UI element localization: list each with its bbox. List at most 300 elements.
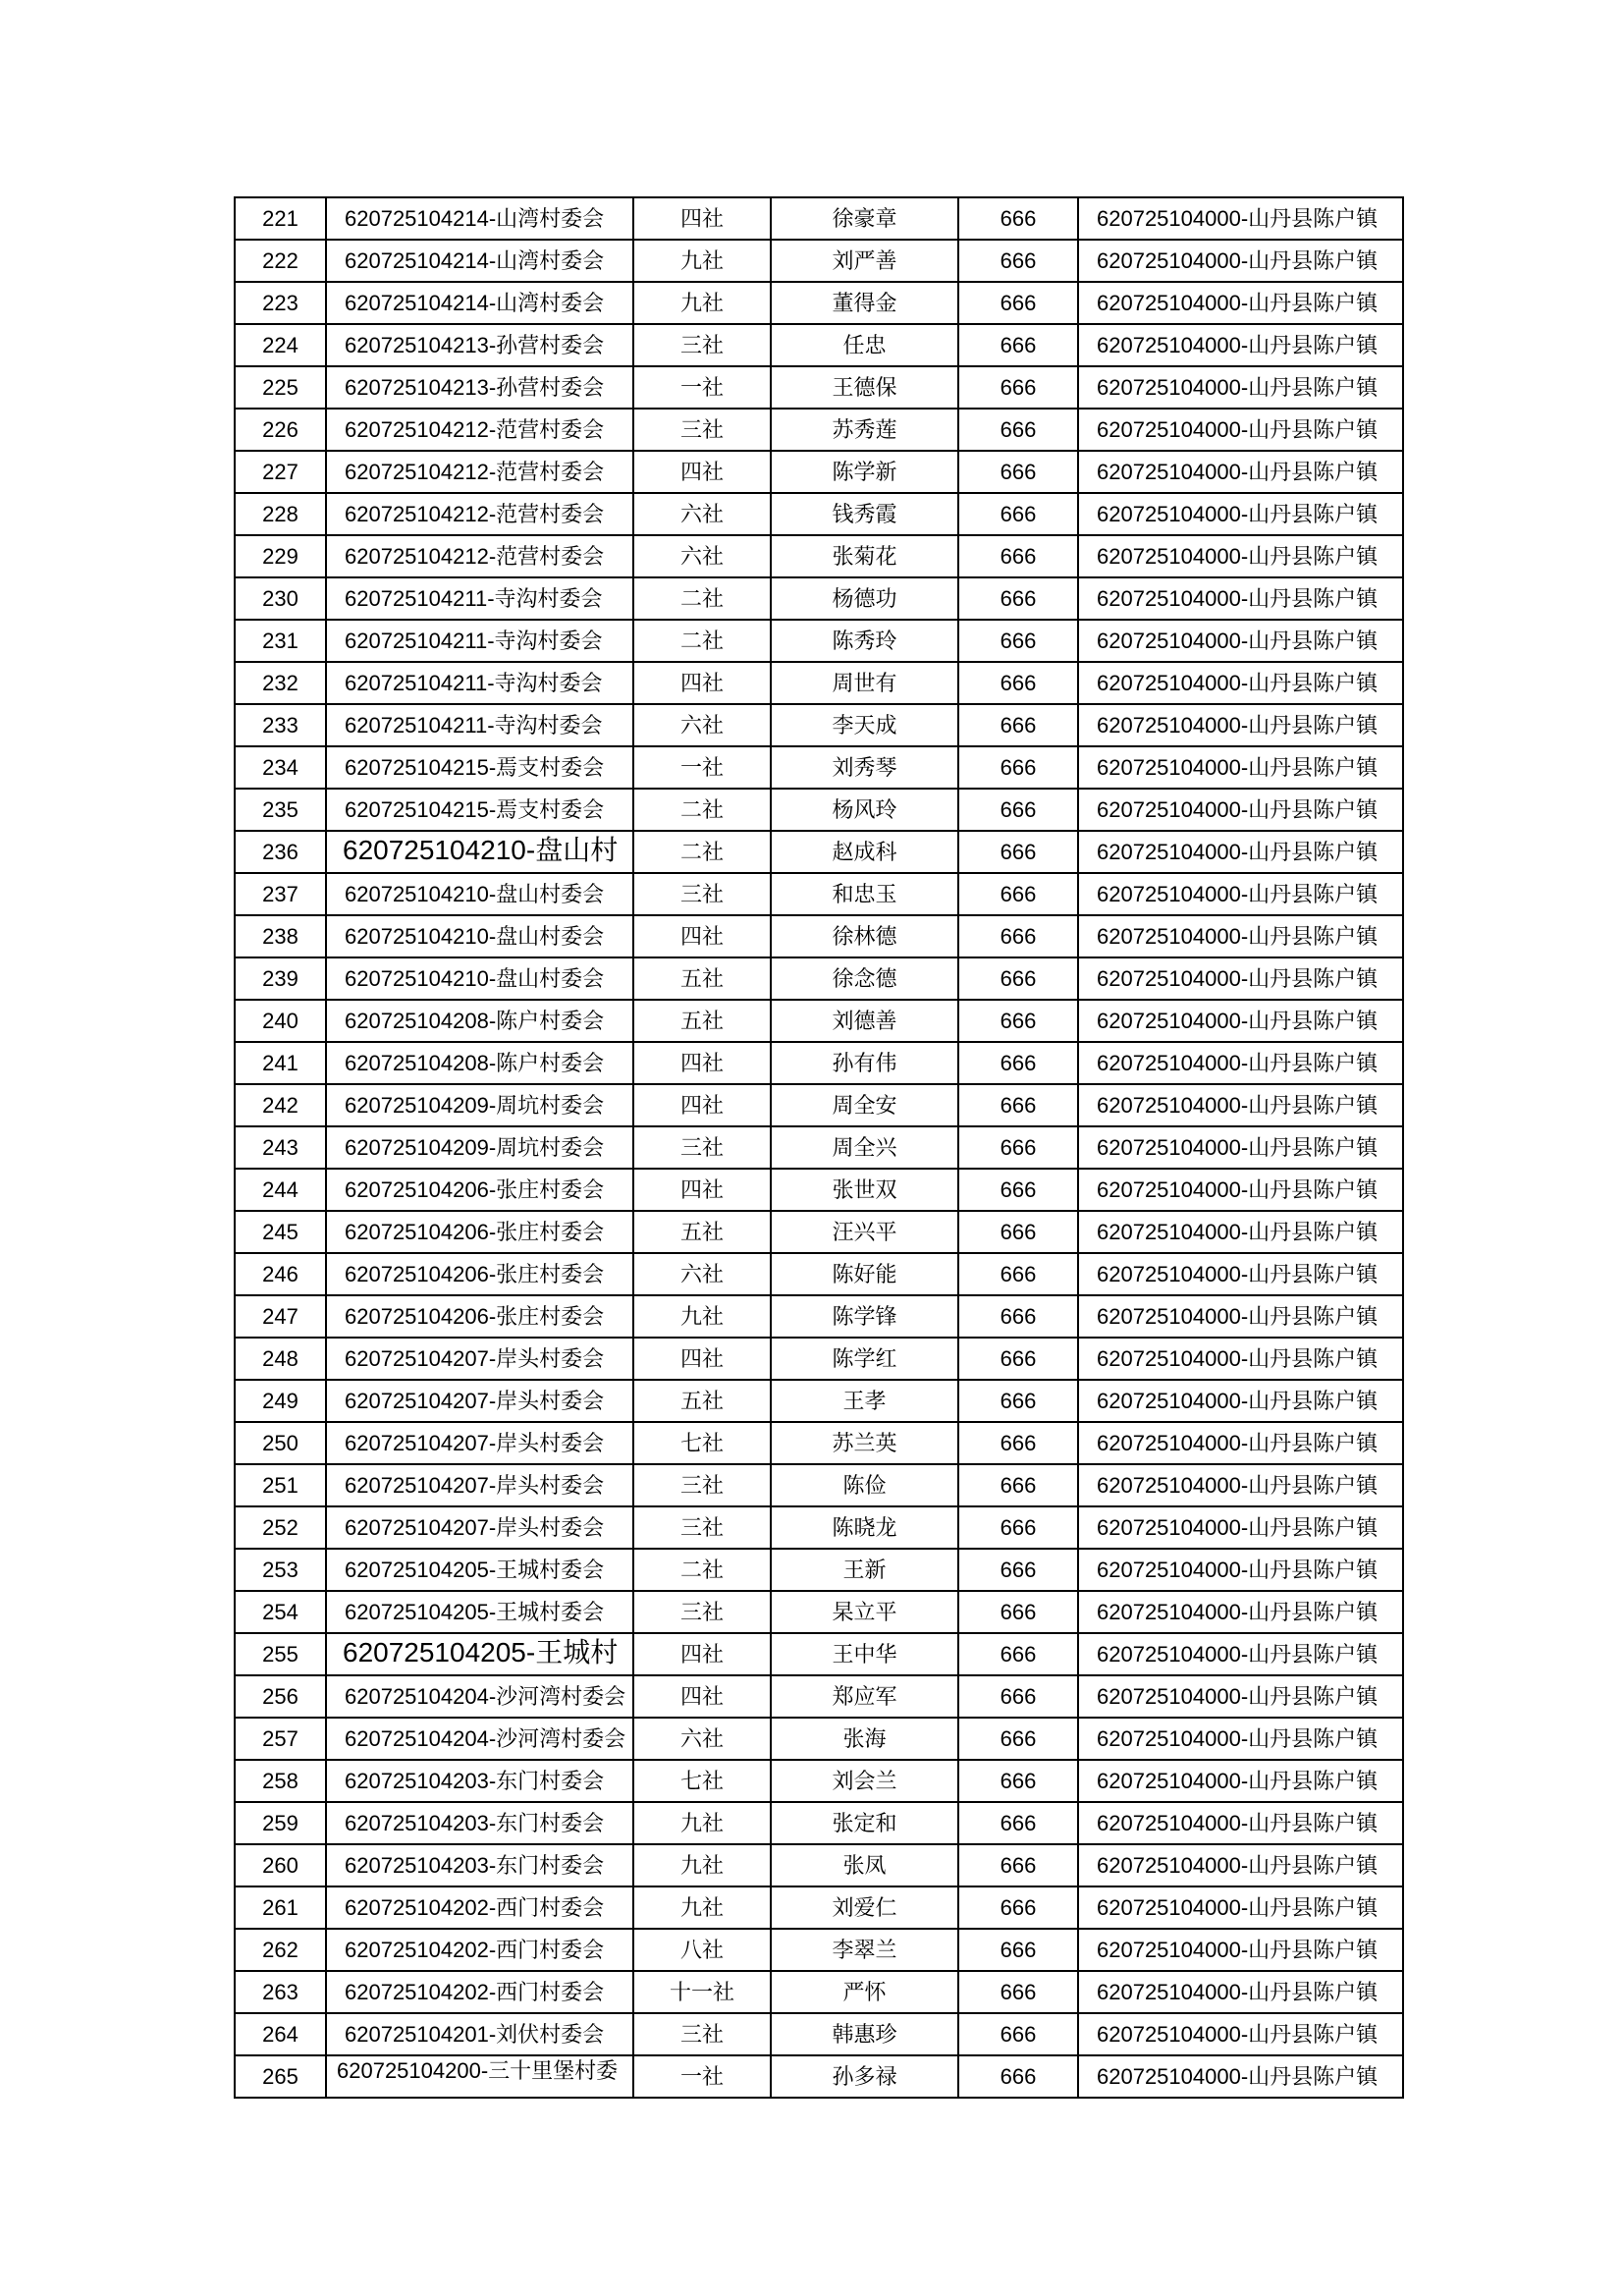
- code-cell: 666: [958, 1929, 1078, 1971]
- village-committee-cell: 620725104212-范营村委会: [326, 409, 633, 451]
- village-committee-cell: 620725104207-岸头村委会: [326, 1422, 633, 1464]
- group-cell: 四社: [633, 915, 771, 957]
- person-name-cell: 陈学新: [771, 451, 958, 493]
- row-number-cell: 227: [235, 451, 326, 493]
- row-number-cell: 259: [235, 1802, 326, 1844]
- row-number-cell: 226: [235, 409, 326, 451]
- row-number-cell: 221: [235, 197, 326, 240]
- person-name-cell: 苏兰英: [771, 1422, 958, 1464]
- table-body: [235, 197, 1403, 2098]
- person-name-cell: 刘爱仁: [771, 1886, 958, 1929]
- town-cell: 620725104000-山丹县陈户镇: [1078, 451, 1403, 493]
- village-committee-cell: 620725104210-盘山村委会: [326, 957, 633, 1000]
- group-cell: 九社: [633, 282, 771, 324]
- row-number-cell: 265: [235, 2055, 326, 2098]
- village-committee-cell: 620725104208-陈户村委会: [326, 1042, 633, 1084]
- table-row: [235, 789, 1403, 831]
- row-number-cell: 243: [235, 1126, 326, 1169]
- table-row: [235, 577, 1403, 620]
- table-row: [235, 1084, 1403, 1126]
- group-cell: 五社: [633, 1380, 771, 1422]
- person-name-cell: 李天成: [771, 704, 958, 746]
- row-number-cell: 222: [235, 240, 326, 282]
- group-cell: 四社: [633, 1169, 771, 1211]
- code-cell: 666: [958, 1506, 1078, 1549]
- code-cell: 666: [958, 1422, 1078, 1464]
- person-name-cell: 刘严善: [771, 240, 958, 282]
- code-cell: 666: [958, 324, 1078, 366]
- person-name-cell: 苏秀莲: [771, 409, 958, 451]
- table-row: [235, 1591, 1403, 1633]
- row-number-cell: 247: [235, 1295, 326, 1338]
- group-cell: 八社: [633, 1929, 771, 1971]
- person-name-cell: 杨德功: [771, 577, 958, 620]
- code-cell: 666: [958, 1844, 1078, 1886]
- row-number-cell: 229: [235, 535, 326, 577]
- group-cell: 二社: [633, 831, 771, 873]
- code-cell: 666: [958, 1633, 1078, 1675]
- row-number-cell: 240: [235, 1000, 326, 1042]
- table-row: [235, 746, 1403, 789]
- code-cell: 666: [958, 1886, 1078, 1929]
- row-number-cell: 254: [235, 1591, 326, 1633]
- town-cell: 620725104000-山丹县陈户镇: [1078, 366, 1403, 409]
- code-cell: 666: [958, 535, 1078, 577]
- code-cell: 666: [958, 1169, 1078, 1211]
- town-cell: 620725104000-山丹县陈户镇: [1078, 2055, 1403, 2098]
- table-row: [235, 1380, 1403, 1422]
- table-row: [235, 915, 1403, 957]
- village-committee-cell: 620725104214-山湾村委会: [326, 282, 633, 324]
- town-cell: 620725104000-山丹县陈户镇: [1078, 1253, 1403, 1295]
- code-cell: 666: [958, 1971, 1078, 2013]
- table-row: [235, 2055, 1403, 2098]
- table-row: [235, 409, 1403, 451]
- code-cell: 666: [958, 704, 1078, 746]
- row-number-cell: 248: [235, 1338, 326, 1380]
- village-committee-cell: 620725104205-王城村委会: [326, 1549, 633, 1591]
- village-committee-cell: 620725104207-岸头村委会: [326, 1338, 633, 1380]
- village-committee-cell: 620725104200-三十里堡村委: [326, 2055, 633, 2098]
- group-cell: 三社: [633, 1464, 771, 1506]
- town-cell: 620725104000-山丹县陈户镇: [1078, 1126, 1403, 1169]
- village-committee-cell: 620725104210-盘山村委会: [326, 873, 633, 915]
- row-number-cell: 241: [235, 1042, 326, 1084]
- town-cell: 620725104000-山丹县陈户镇: [1078, 831, 1403, 873]
- group-cell: 三社: [633, 1126, 771, 1169]
- town-cell: 620725104000-山丹县陈户镇: [1078, 620, 1403, 662]
- town-cell: 620725104000-山丹县陈户镇: [1078, 789, 1403, 831]
- code-cell: 666: [958, 1000, 1078, 1042]
- row-number-cell: 242: [235, 1084, 326, 1126]
- table-row: [235, 704, 1403, 746]
- village-committee-cell: 620725104212-范营村委会: [326, 535, 633, 577]
- village-committee-cell: 620725104210-盘山村委会: [326, 915, 633, 957]
- town-cell: 620725104000-山丹县陈户镇: [1078, 1718, 1403, 1760]
- row-number-cell: 245: [235, 1211, 326, 1253]
- row-number-cell: 264: [235, 2013, 326, 2055]
- row-number-cell: 244: [235, 1169, 326, 1211]
- group-cell: 一社: [633, 366, 771, 409]
- row-number-cell: 253: [235, 1549, 326, 1591]
- row-number-cell: 224: [235, 324, 326, 366]
- row-number-cell: 236: [235, 831, 326, 873]
- town-cell: 620725104000-山丹县陈户镇: [1078, 1886, 1403, 1929]
- row-number-cell: 237: [235, 873, 326, 915]
- person-name-cell: 钱秀霞: [771, 493, 958, 535]
- town-cell: 620725104000-山丹县陈户镇: [1078, 915, 1403, 957]
- person-name-cell: 严怀: [771, 1971, 958, 2013]
- table-row: [235, 1169, 1403, 1211]
- town-cell: 620725104000-山丹县陈户镇: [1078, 1169, 1403, 1211]
- person-name-cell: 王新: [771, 1549, 958, 1591]
- person-name-cell: 陈好能: [771, 1253, 958, 1295]
- village-committee-cell: 620725104201-刘伏村委会: [326, 2013, 633, 2055]
- data-table: [234, 196, 1404, 2099]
- table-row: [235, 1844, 1403, 1886]
- town-cell: 620725104000-山丹县陈户镇: [1078, 1971, 1403, 2013]
- village-committee-cell: 620725104211-寺沟村委会: [326, 577, 633, 620]
- village-committee-cell: 620725104202-西门村委会: [326, 1886, 633, 1929]
- code-cell: 666: [958, 2055, 1078, 2098]
- town-cell: 620725104000-山丹县陈户镇: [1078, 1675, 1403, 1718]
- person-name-cell: 徐林德: [771, 915, 958, 957]
- table-row: [235, 451, 1403, 493]
- group-cell: 四社: [633, 662, 771, 704]
- code-cell: 666: [958, 1549, 1078, 1591]
- group-cell: 三社: [633, 1506, 771, 1549]
- town-cell: 620725104000-山丹县陈户镇: [1078, 1042, 1403, 1084]
- group-cell: 三社: [633, 873, 771, 915]
- code-cell: 666: [958, 620, 1078, 662]
- code-cell: 666: [958, 1802, 1078, 1844]
- person-name-cell: 刘秀琴: [771, 746, 958, 789]
- village-committee-cell: 620725104205-王城村委会: [326, 1591, 633, 1633]
- town-cell: 620725104000-山丹县陈户镇: [1078, 1380, 1403, 1422]
- village-committee-cell: 620725104206-张庄村委会: [326, 1169, 633, 1211]
- table-row: [235, 1338, 1403, 1380]
- table-row: [235, 197, 1403, 240]
- code-cell: 666: [958, 873, 1078, 915]
- town-cell: 620725104000-山丹县陈户镇: [1078, 1591, 1403, 1633]
- table-row: [235, 873, 1403, 915]
- row-number-cell: 262: [235, 1929, 326, 1971]
- table-row: [235, 1506, 1403, 1549]
- person-name-cell: 杲立平: [771, 1591, 958, 1633]
- group-cell: 四社: [633, 1633, 771, 1675]
- village-committee-cell: 620725104202-西门村委会: [326, 1929, 633, 1971]
- person-name-cell: 郑应军: [771, 1675, 958, 1718]
- person-name-cell: 张凤: [771, 1844, 958, 1886]
- village-committee-cell: 620725104209-周坑村委会: [326, 1084, 633, 1126]
- row-number-cell: 230: [235, 577, 326, 620]
- row-number-cell: 256: [235, 1675, 326, 1718]
- group-cell: 九社: [633, 1802, 771, 1844]
- group-cell: 三社: [633, 324, 771, 366]
- row-number-cell: 231: [235, 620, 326, 662]
- person-name-cell: 王中华: [771, 1633, 958, 1675]
- code-cell: 666: [958, 831, 1078, 873]
- person-name-cell: 徐念德: [771, 957, 958, 1000]
- row-number-cell: 251: [235, 1464, 326, 1506]
- village-committee-cell: 620725104213-孙营村委会: [326, 366, 633, 409]
- table-row: [235, 1000, 1403, 1042]
- table-row: [235, 662, 1403, 704]
- town-cell: 620725104000-山丹县陈户镇: [1078, 409, 1403, 451]
- town-cell: 620725104000-山丹县陈户镇: [1078, 1760, 1403, 1802]
- group-cell: 六社: [633, 704, 771, 746]
- person-name-cell: 汪兴平: [771, 1211, 958, 1253]
- code-cell: 666: [958, 451, 1078, 493]
- row-number-cell: 250: [235, 1422, 326, 1464]
- code-cell: 666: [958, 746, 1078, 789]
- table-row: [235, 620, 1403, 662]
- table-row: [235, 1886, 1403, 1929]
- table-row: [235, 240, 1403, 282]
- town-cell: 620725104000-山丹县陈户镇: [1078, 873, 1403, 915]
- group-cell: 七社: [633, 1760, 771, 1802]
- table-row: [235, 1211, 1403, 1253]
- group-cell: 三社: [633, 2013, 771, 2055]
- row-number-cell: 263: [235, 1971, 326, 2013]
- person-name-cell: 陈晓龙: [771, 1506, 958, 1549]
- table-row: [235, 1126, 1403, 1169]
- table-row: [235, 2013, 1403, 2055]
- person-name-cell: 杨风玲: [771, 789, 958, 831]
- row-number-cell: 234: [235, 746, 326, 789]
- row-number-cell: 260: [235, 1844, 326, 1886]
- town-cell: 620725104000-山丹县陈户镇: [1078, 577, 1403, 620]
- town-cell: 620725104000-山丹县陈户镇: [1078, 1000, 1403, 1042]
- group-cell: 九社: [633, 1844, 771, 1886]
- group-cell: 三社: [633, 1591, 771, 1633]
- table-row: [235, 1760, 1403, 1802]
- town-cell: 620725104000-山丹县陈户镇: [1078, 1295, 1403, 1338]
- person-name-cell: 张定和: [771, 1802, 958, 1844]
- row-number-cell: 233: [235, 704, 326, 746]
- group-cell: 四社: [633, 197, 771, 240]
- person-name-cell: 刘会兰: [771, 1760, 958, 1802]
- group-cell: 四社: [633, 1084, 771, 1126]
- table-row: [235, 535, 1403, 577]
- village-committee-cell: 620725104209-周坑村委会: [326, 1126, 633, 1169]
- village-committee-cell: 620725104206-张庄村委会: [326, 1295, 633, 1338]
- code-cell: 666: [958, 1380, 1078, 1422]
- code-cell: 666: [958, 915, 1078, 957]
- code-cell: 666: [958, 1464, 1078, 1506]
- village-committee-cell: 620725104212-范营村委会: [326, 451, 633, 493]
- row-number-cell: 252: [235, 1506, 326, 1549]
- person-name-cell: 韩惠珍: [771, 2013, 958, 2055]
- village-committee-cell: 620725104212-范营村委会: [326, 493, 633, 535]
- code-cell: 666: [958, 1591, 1078, 1633]
- code-cell: 666: [958, 409, 1078, 451]
- code-cell: 666: [958, 577, 1078, 620]
- village-committee-cell: 620725104204-沙河湾村委会: [326, 1675, 633, 1718]
- code-cell: 666: [958, 957, 1078, 1000]
- table-row: [235, 324, 1403, 366]
- person-name-cell: 陈学红: [771, 1338, 958, 1380]
- group-cell: 五社: [633, 957, 771, 1000]
- row-number-cell: 232: [235, 662, 326, 704]
- village-committee-cell: 620725104205-王城村: [326, 1633, 633, 1675]
- row-number-cell: 258: [235, 1760, 326, 1802]
- group-cell: 二社: [633, 1549, 771, 1591]
- group-cell: 二社: [633, 789, 771, 831]
- code-cell: 666: [958, 662, 1078, 704]
- code-cell: 666: [958, 2013, 1078, 2055]
- village-committee-cell: 620725104211-寺沟村委会: [326, 704, 633, 746]
- person-name-cell: 孙多禄: [771, 2055, 958, 2098]
- code-cell: 666: [958, 1211, 1078, 1253]
- village-committee-cell: 620725104210-盘山村: [326, 831, 633, 873]
- town-cell: 620725104000-山丹县陈户镇: [1078, 1506, 1403, 1549]
- town-cell: 620725104000-山丹县陈户镇: [1078, 1844, 1403, 1886]
- table-row: [235, 1253, 1403, 1295]
- town-cell: 620725104000-山丹县陈户镇: [1078, 282, 1403, 324]
- code-cell: 666: [958, 366, 1078, 409]
- person-name-cell: 周世有: [771, 662, 958, 704]
- town-cell: 620725104000-山丹县陈户镇: [1078, 1422, 1403, 1464]
- row-number-cell: 238: [235, 915, 326, 957]
- table-row: [235, 1633, 1403, 1675]
- town-cell: 620725104000-山丹县陈户镇: [1078, 1929, 1403, 1971]
- group-cell: 四社: [633, 1042, 771, 1084]
- group-cell: 五社: [633, 1000, 771, 1042]
- row-number-cell: 246: [235, 1253, 326, 1295]
- village-committee-cell: 620725104207-岸头村委会: [326, 1506, 633, 1549]
- person-name-cell: 李翠兰: [771, 1929, 958, 1971]
- person-name-cell: 张世双: [771, 1169, 958, 1211]
- group-cell: 六社: [633, 1253, 771, 1295]
- code-cell: 666: [958, 282, 1078, 324]
- group-cell: 四社: [633, 1675, 771, 1718]
- person-name-cell: 周全安: [771, 1084, 958, 1126]
- person-name-cell: 徐豪章: [771, 197, 958, 240]
- town-cell: 620725104000-山丹县陈户镇: [1078, 1084, 1403, 1126]
- town-cell: 620725104000-山丹县陈户镇: [1078, 2013, 1403, 2055]
- code-cell: 666: [958, 493, 1078, 535]
- town-cell: 620725104000-山丹县陈户镇: [1078, 1633, 1403, 1675]
- town-cell: 620725104000-山丹县陈户镇: [1078, 493, 1403, 535]
- town-cell: 620725104000-山丹县陈户镇: [1078, 1211, 1403, 1253]
- person-name-cell: 周全兴: [771, 1126, 958, 1169]
- village-committee-cell: 620725104204-沙河湾村委会: [326, 1718, 633, 1760]
- town-cell: 620725104000-山丹县陈户镇: [1078, 240, 1403, 282]
- village-committee-cell: 620725104207-岸头村委会: [326, 1464, 633, 1506]
- table-row: [235, 831, 1403, 873]
- table-row: [235, 1718, 1403, 1760]
- code-cell: 666: [958, 789, 1078, 831]
- person-name-cell: 刘德善: [771, 1000, 958, 1042]
- table-row: [235, 1802, 1403, 1844]
- village-committee-cell: 620725104206-张庄村委会: [326, 1211, 633, 1253]
- group-cell: 九社: [633, 1886, 771, 1929]
- group-cell: 三社: [633, 409, 771, 451]
- village-committee-cell: 620725104215-焉支村委会: [326, 789, 633, 831]
- town-cell: 620725104000-山丹县陈户镇: [1078, 1464, 1403, 1506]
- code-cell: 666: [958, 1084, 1078, 1126]
- person-name-cell: 陈秀玲: [771, 620, 958, 662]
- village-committee-cell: 620725104206-张庄村委会: [326, 1253, 633, 1295]
- row-number-cell: 257: [235, 1718, 326, 1760]
- village-committee-cell: 620725104203-东门村委会: [326, 1844, 633, 1886]
- town-cell: 620725104000-山丹县陈户镇: [1078, 197, 1403, 240]
- code-cell: 666: [958, 1253, 1078, 1295]
- row-number-cell: 223: [235, 282, 326, 324]
- group-cell: 二社: [633, 620, 771, 662]
- village-committee-cell: 620725104214-山湾村委会: [326, 240, 633, 282]
- code-cell: 666: [958, 197, 1078, 240]
- group-cell: 一社: [633, 2055, 771, 2098]
- village-committee-cell: 620725104202-西门村委会: [326, 1971, 633, 2013]
- town-cell: 620725104000-山丹县陈户镇: [1078, 535, 1403, 577]
- town-cell: 620725104000-山丹县陈户镇: [1078, 1338, 1403, 1380]
- row-number-cell: 225: [235, 366, 326, 409]
- code-cell: 666: [958, 1338, 1078, 1380]
- group-cell: 四社: [633, 451, 771, 493]
- table-row: [235, 1464, 1403, 1506]
- code-cell: 666: [958, 1295, 1078, 1338]
- group-cell: 六社: [633, 493, 771, 535]
- town-cell: 620725104000-山丹县陈户镇: [1078, 957, 1403, 1000]
- table-row: [235, 1971, 1403, 2013]
- row-number-cell: 239: [235, 957, 326, 1000]
- group-cell: 二社: [633, 577, 771, 620]
- group-cell: 九社: [633, 1295, 771, 1338]
- table-row: [235, 1422, 1403, 1464]
- person-name-cell: 王德保: [771, 366, 958, 409]
- town-cell: 620725104000-山丹县陈户镇: [1078, 704, 1403, 746]
- person-name-cell: 张菊花: [771, 535, 958, 577]
- village-committee-cell: 620725104215-焉支村委会: [326, 746, 633, 789]
- person-name-cell: 王孝: [771, 1380, 958, 1422]
- town-cell: 620725104000-山丹县陈户镇: [1078, 746, 1403, 789]
- row-number-cell: 249: [235, 1380, 326, 1422]
- table-row: [235, 366, 1403, 409]
- table-row: [235, 1295, 1403, 1338]
- code-cell: 666: [958, 1675, 1078, 1718]
- table-row: [235, 1549, 1403, 1591]
- person-name-cell: 任忠: [771, 324, 958, 366]
- person-name-cell: 张海: [771, 1718, 958, 1760]
- village-committee-cell: 620725104203-东门村委会: [326, 1802, 633, 1844]
- row-number-cell: 228: [235, 493, 326, 535]
- person-name-cell: 董得金: [771, 282, 958, 324]
- row-number-cell: 235: [235, 789, 326, 831]
- village-committee-cell: 620725104208-陈户村委会: [326, 1000, 633, 1042]
- code-cell: 666: [958, 1042, 1078, 1084]
- town-cell: 620725104000-山丹县陈户镇: [1078, 662, 1403, 704]
- town-cell: 620725104000-山丹县陈户镇: [1078, 1549, 1403, 1591]
- group-cell: 五社: [633, 1211, 771, 1253]
- village-committee-cell: 620725104214-山湾村委会: [326, 197, 633, 240]
- code-cell: 666: [958, 240, 1078, 282]
- group-cell: 一社: [633, 746, 771, 789]
- person-name-cell: 赵成科: [771, 831, 958, 873]
- town-cell: 620725104000-山丹县陈户镇: [1078, 324, 1403, 366]
- group-cell: 四社: [633, 1338, 771, 1380]
- code-cell: 666: [958, 1760, 1078, 1802]
- town-cell: 620725104000-山丹县陈户镇: [1078, 1802, 1403, 1844]
- row-number-cell: 255: [235, 1633, 326, 1675]
- village-committee-cell: 620725104213-孙营村委会: [326, 324, 633, 366]
- group-cell: 六社: [633, 1718, 771, 1760]
- village-committee-cell: 620725104207-岸头村委会: [326, 1380, 633, 1422]
- table-row: [235, 957, 1403, 1000]
- person-name-cell: 陈学锋: [771, 1295, 958, 1338]
- table-row: [235, 493, 1403, 535]
